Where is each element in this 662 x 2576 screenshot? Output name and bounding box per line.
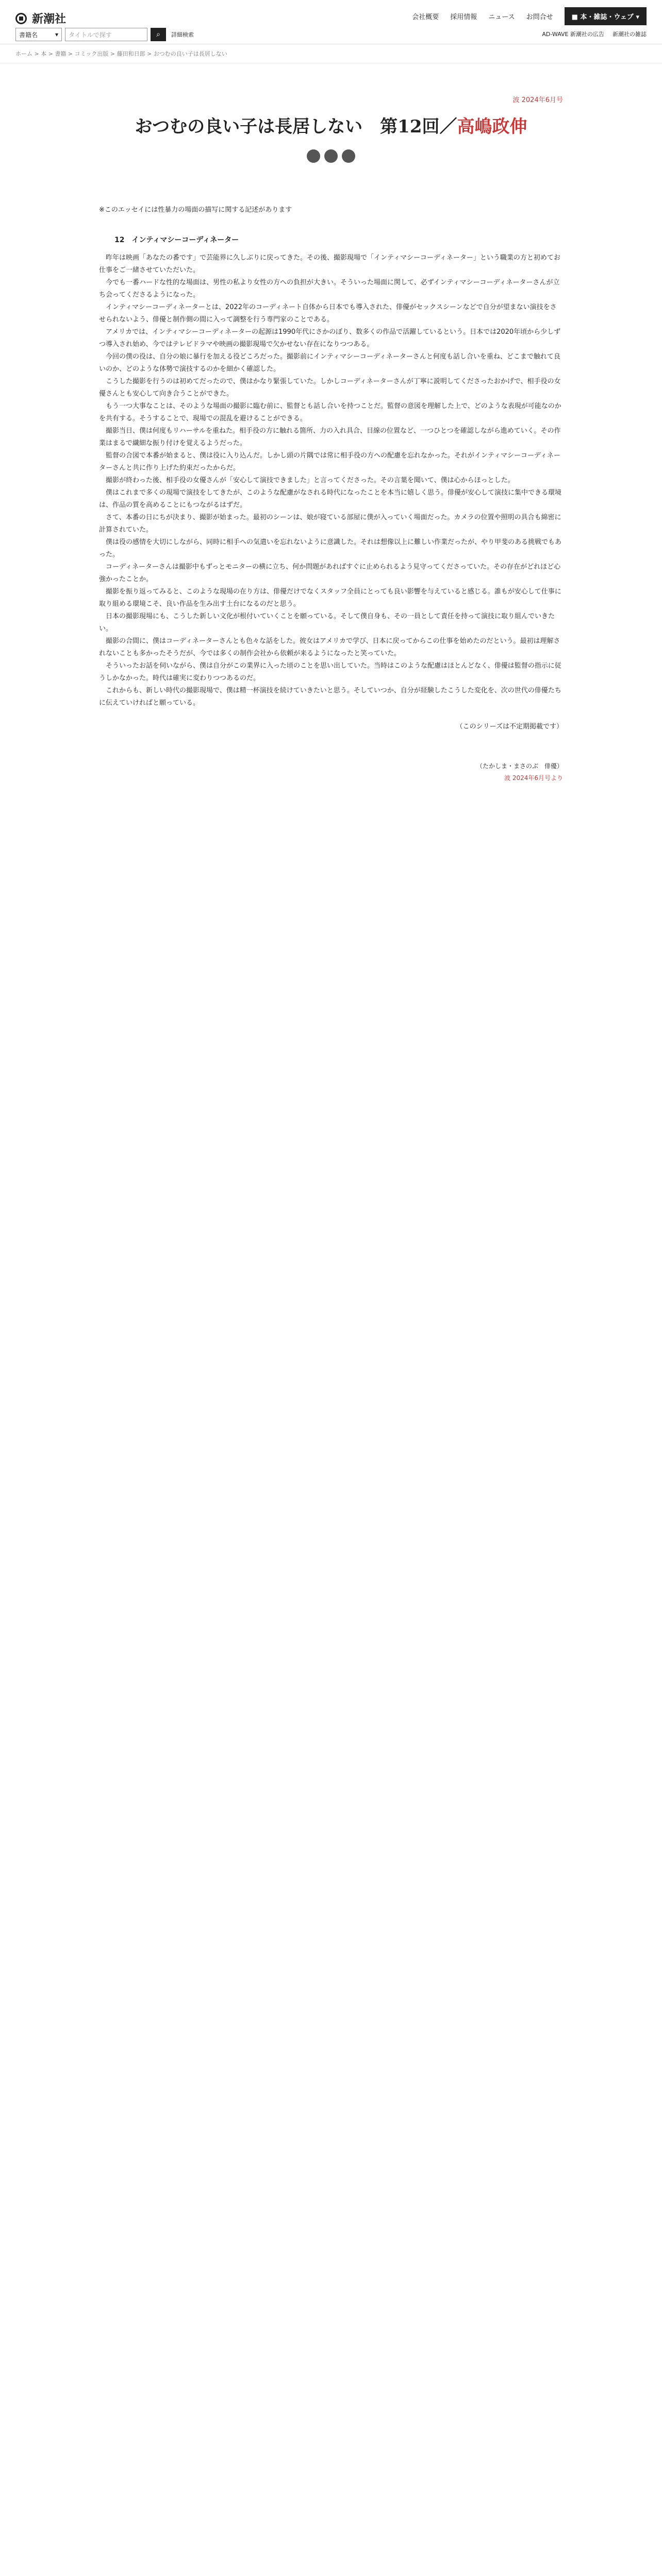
top-sub-links [542, 30, 647, 38]
search-type-label: 書籍名 [19, 31, 38, 39]
paragraph: 撮影が終わった後、相手役の女優さんが「安心して演技できました」と言ってくださった。その言葉を聞いて、僕は心からほっとした。 [106, 477, 515, 485]
grid-icon: ■ [571, 13, 581, 21]
paragraph: 撮影当日、僕は何度もリハーサルを重ねた。相手役の方に触れる箇所、力の入れ具合、目線の位置など、一つひとつを確認しながら進めていく。その作業はまるで繊細な振り付けを覚えるようだった。 [99, 427, 561, 448]
advanced-search-link[interactable]: 詳細検索 [171, 31, 194, 38]
search-icon: ⌕ [156, 30, 160, 39]
paragraph: こうした撮影を行うのは初めてだったので、僕はかなり緊張していた。しかしコーディネーターさんが丁寧に説明してくださったおかげで、相手役の女優さんとも安心して向き合うことができた。 [99, 378, 561, 398]
paragraph: コーディネーターさんは撮影中もずっとモニターの横に立ち、何か問題があればすぐに止められるよう見守ってくださっていた。その存在がどれほど心強かったことか。 [99, 563, 561, 584]
paragraph: 撮影の合間に、僕はコーディネーターさんとも色々な話をした。彼女はアメリカで学び、日本に戻ってからこの仕事を始めたのだという。最初は理解されないことも多かったそうだが、今では多くの制作会社から依頼が来るようになったと笑っていた。 [99, 637, 560, 658]
chevron-down-icon: ▾ [633, 13, 639, 21]
paragraph: アメリカでは、インティマシーコーディネーターの起源は1990年代にさかのぼり、数多くの作品で活躍しているという。日本では2020年頃から少しずつ導入され始め、今ではテレビドラマや映画の撮影現場で欠かせない存在になりつつある。 [99, 328, 561, 349]
nav-company[interactable]: 会社概要 [412, 13, 439, 21]
nav-contact[interactable]: お問合せ [526, 13, 553, 21]
paragraph: 今でも一番ハードな性的な場面は、男性の私より女性の方への負担が大きい。そういった場面に関して、必ずインティマシーコーディネーターさんが立ち会ってくださるようになった。 [99, 279, 560, 299]
series-note: （このシリーズは不定期掲載です） [456, 723, 563, 731]
link-adwave[interactable]: AD-WAVE 新潮社の広告 [542, 31, 604, 38]
article-body [99, 252, 563, 709]
nav-recruit[interactable]: 採用情報 [450, 13, 477, 21]
share-facebook-icon[interactable] [324, 149, 338, 163]
shop-menu-button[interactable] [565, 7, 647, 25]
search-button[interactable] [151, 28, 166, 41]
paragraph: 昨年は映画「あなたの番です」で芸能界に久しぶりに戻ってきた。その後、撮影現場で「インティマシーコーディネーター」という職業の方と初めてお仕事をご一緒させていただいた。 [99, 254, 560, 275]
article-issue-date: 波 2024年6月号 [512, 96, 563, 104]
paragraph: 撮影を振り返ってみると、このような現場の在り方は、俳優だけでなくスタッフ全員にとっても良い影響を与えていると感じる。誰もが安心して仕事に取り組める環境こそ、良い作品を生み出す土台になるのだと思う。 [99, 588, 561, 608]
nav-news[interactable]: ニュース [488, 13, 515, 21]
top-nav [412, 7, 647, 25]
paragraph: もう一つ大事なことは、そのような場面の撮影に臨む前に、監督とも話し合いを持つことだ。監督の意図を理解した上で、どのような表現が可能なのかを共有する。そうすることで、現場での混乱を避けることができる。 [99, 402, 561, 423]
author-name[interactable]: 高嶋政伸 [457, 116, 527, 137]
paragraph: 監督の合図で本番が始まると、僕は役に入り込んだ。しかし頭の片隅では常に相手役の方への配慮を忘れなかった。それがインティマシーコーディネーターさんと共に作り上げた約束だったからだ。 [99, 452, 560, 472]
search-bar [15, 28, 194, 41]
chevron-down-icon: ▾ [55, 31, 58, 38]
paragraph: 僕はこれまで多くの現場で演技をしてきたが、このような配慮がなされる時代になったことを本当に嬉しく思う。俳優が安心して演技に集中できる環境は、作品の質を高めることにもつながるはずだ。 [99, 489, 562, 510]
content-warning: ※このエッセイには性暴力の場面の描写に関する記述があります [99, 206, 292, 214]
link-magazines[interactable]: 新潮社の雑誌 [613, 31, 647, 38]
article-title [99, 115, 563, 138]
share-buttons [99, 149, 563, 163]
paragraph: さて、本番の日にちが決まり、撮影が始まった。最初のシーンは、娘が寝ている部屋に僕が入っていく場面だった。カメラの位置や照明の具合も綿密に計算されていた。 [99, 514, 561, 534]
top-header [0, 0, 662, 44]
breadcrumb[interactable]: ホーム > 本 > 書籍 > コミック出版 > 藤田和日郎 > おつむの良い子は長居しない [0, 44, 662, 63]
paragraph: 僕は役の感情を大切にしながら、同時に相手への気遣いを忘れないように意識した。それは想像以上に難しい作業だったが、やり甲斐のある挑戦でもあった。 [99, 538, 562, 559]
shop-label: 本・雑誌・ウェブ [580, 13, 634, 21]
site-logo[interactable] [15, 10, 66, 26]
title-text: おつむの良い子は長居しない 第12回／ [135, 116, 457, 137]
section-heading: 12 インティマシーコーディネーター [114, 236, 239, 245]
paragraph: そういったお話を伺いながら、僕は自分がこの業界に入った頃のことを思い出していた。当時はこのような配慮はほとんどなく、俳優は監督の指示に従うしかなかった。時代は確実に変わりつつあるのだ。 [99, 662, 561, 683]
author-signature: （たかしま・まさのぶ 俳優） [476, 762, 563, 770]
logo-text: 新潮社 [32, 12, 67, 26]
share-line-icon[interactable] [342, 149, 355, 163]
share-x-icon[interactable] [307, 149, 320, 163]
paragraph: 日本の撮影現場にも、こうした新しい文化が根付いていくことを願っている。そして僕自身も、その一員として責任を持って演技に取り組んでいきたい。 [99, 613, 555, 633]
logo-icon [15, 13, 27, 24]
paragraph: インティマシーコーディネーターとは、2022年のコーディネート自体から日本でも導入された、俳優がセックスシーンなどで自分が望まない演技をさせられないよう、俳優と制作側の間に入って調整を行う専門家のことである。 [99, 303, 557, 324]
search-type-select[interactable] [15, 28, 62, 41]
paragraph: 今回の僕の役は、自分の娘に暴行を加える役どころだった。撮影前にインティマシーコーディネーターさんと何度も話し合いを重ね、どこまで触れて良いのか、どのような体勢で演技するのかを細かく確認した。 [99, 353, 560, 374]
search-input[interactable]: タイトルで探す [65, 28, 147, 41]
paragraph: これからも、新しい時代の撮影現場で、僕は精一杯演技を続けていきたいと思う。そしていつか、自分が経験したこうした変化を、次の世代の俳優たちに伝えていければと願っている。 [99, 687, 561, 707]
article [99, 94, 563, 782]
publication-source[interactable]: 波 2024年6月号より [504, 774, 563, 782]
